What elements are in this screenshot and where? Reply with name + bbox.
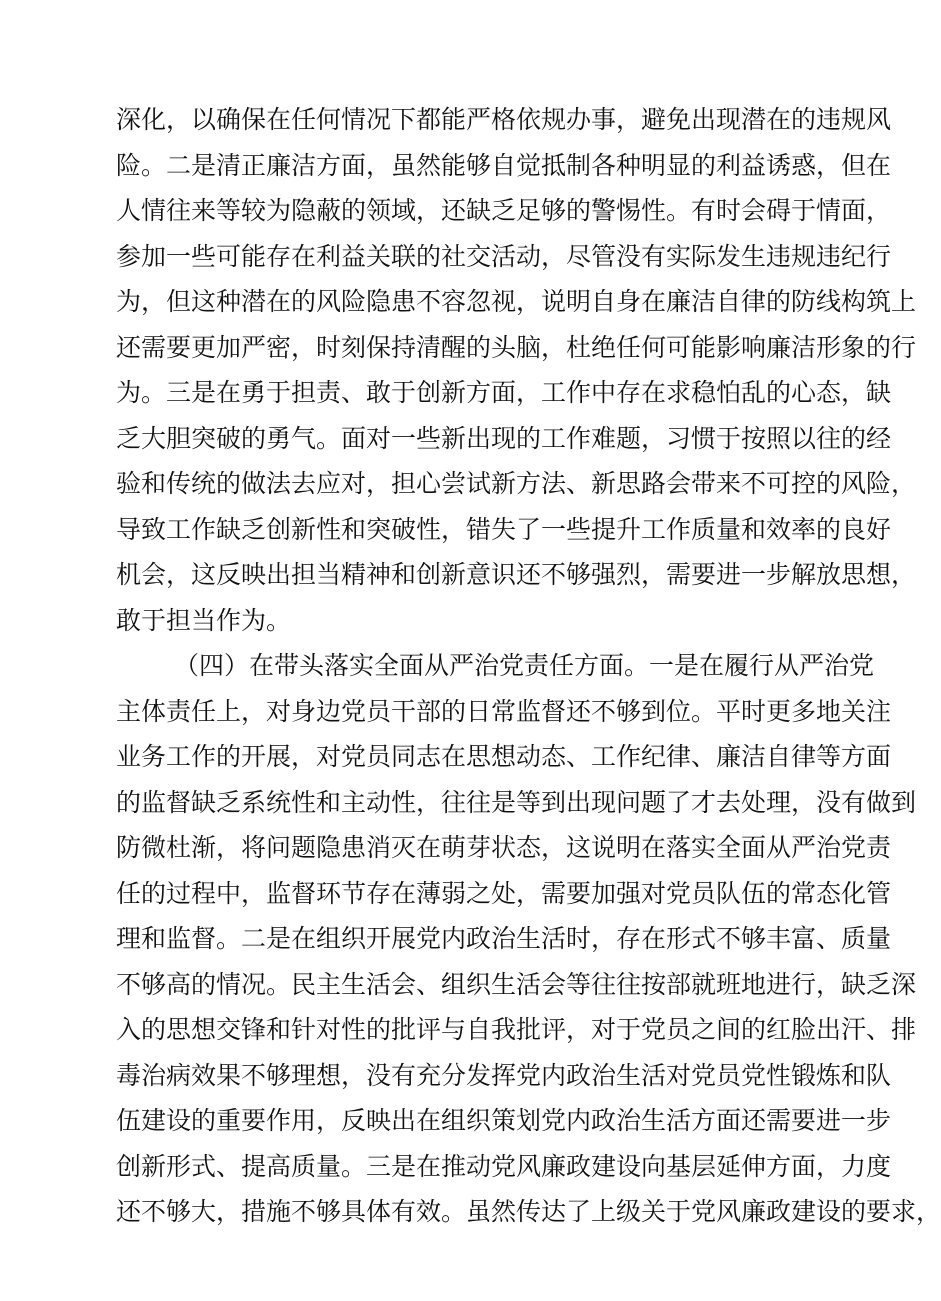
text-line: 为。三是在勇于担责、敢于创新方面，工作中存在求稳怕乱的心态，缺 [116,378,892,407]
text-line: 的监督缺乏系统性和主动性，往往是等到出现问题了才去处理，没有做到 [116,787,917,817]
text-line: 为，但这种潜在的风险隐患不容忽视，说明自身在廉洁自律的防线构筑上 [116,287,917,316]
text-line: 不够高的情况。民主生活会、组织生活会等往往按部就班地进行，缺乏深 [116,969,917,999]
text-line: 理和监督。二是在组织开展党内政治生活时，存在形式不够丰富、质量 [116,924,892,953]
text-line: 还需要更加严密，时刻保持清醒的头脑，杜绝任何可能影响廉洁形象的行 [116,332,917,362]
text-line: 险。二是清正廉洁方面，虽然能够自觉抵制各种明显的利益诱惑，但在 [116,150,892,180]
paragraph-end-line: 敢于担当作为。 [116,605,292,635]
text-line: 导致工作缺乏创新性和突破性，错失了一些提升工作质量和效率的良好 [116,514,892,544]
text-line: 还不够大，措施不够具体有效。虽然传达了上级关于党风廉政建设的要求， [116,1197,941,1226]
text-line: 人情往来等较为隐蔽的领域，还缺乏足够的警惕性。有时会碍于情面， [116,196,892,225]
text-line: 参加一些可能存在利益关联的社交活动，尽管没有实际发生违规违纪行 [116,241,892,271]
text-line: 伍建设的重要作用，反映出在组织策划党内政治生活方面还需要进一步 [116,1106,892,1135]
text-line: 防微杜渐，将问题隐患消灭在萌芽状态，这说明在落实全面从严治党责 [116,833,892,862]
text-line: 乏大胆突破的勇气。面对一些新出现的工作难题，习惯于按照以往的经 [116,423,892,453]
section-heading-line: （四）在带头落实全面从严治党责任方面。一是在履行从严治党 [174,651,875,680]
text-line: 验和传统的做法去应对，担心尝试新方法、新思路会带来不可控的风险， [116,469,917,498]
text-line: 入的思想交锋和针对性的批评与自我批评，对于党员之间的红脸出汗、排 [116,1015,917,1044]
text-line: 毒治病效果不够理想，没有充分发挥党内政治生活对党员党性锻炼和队 [116,1060,892,1090]
body-text [116,97,941,1235]
text-line: 主体责任上，对身边党员干部的日常监督还不够到位。平时更多地关注 [116,696,892,726]
text-line: 机会，这反映出担当精神和创新意识还不够强烈，需要进一步解放思想， [116,560,917,589]
text-line: 创新形式、提高质量。三是在推动党风廉政建设向基层延伸方面，力度 [116,1151,892,1181]
text-line: 业务工作的开展，对党员同志在思想动态、工作纪律、廉洁自律等方面 [116,742,892,771]
text-line: 任的过程中，监督环节存在薄弱之处，需要加强对党员队伍的常态化管 [116,878,892,908]
text-line: 深化，以确保在任何情况下都能严格依规办事，避免出现潜在的违规风 [116,105,892,134]
